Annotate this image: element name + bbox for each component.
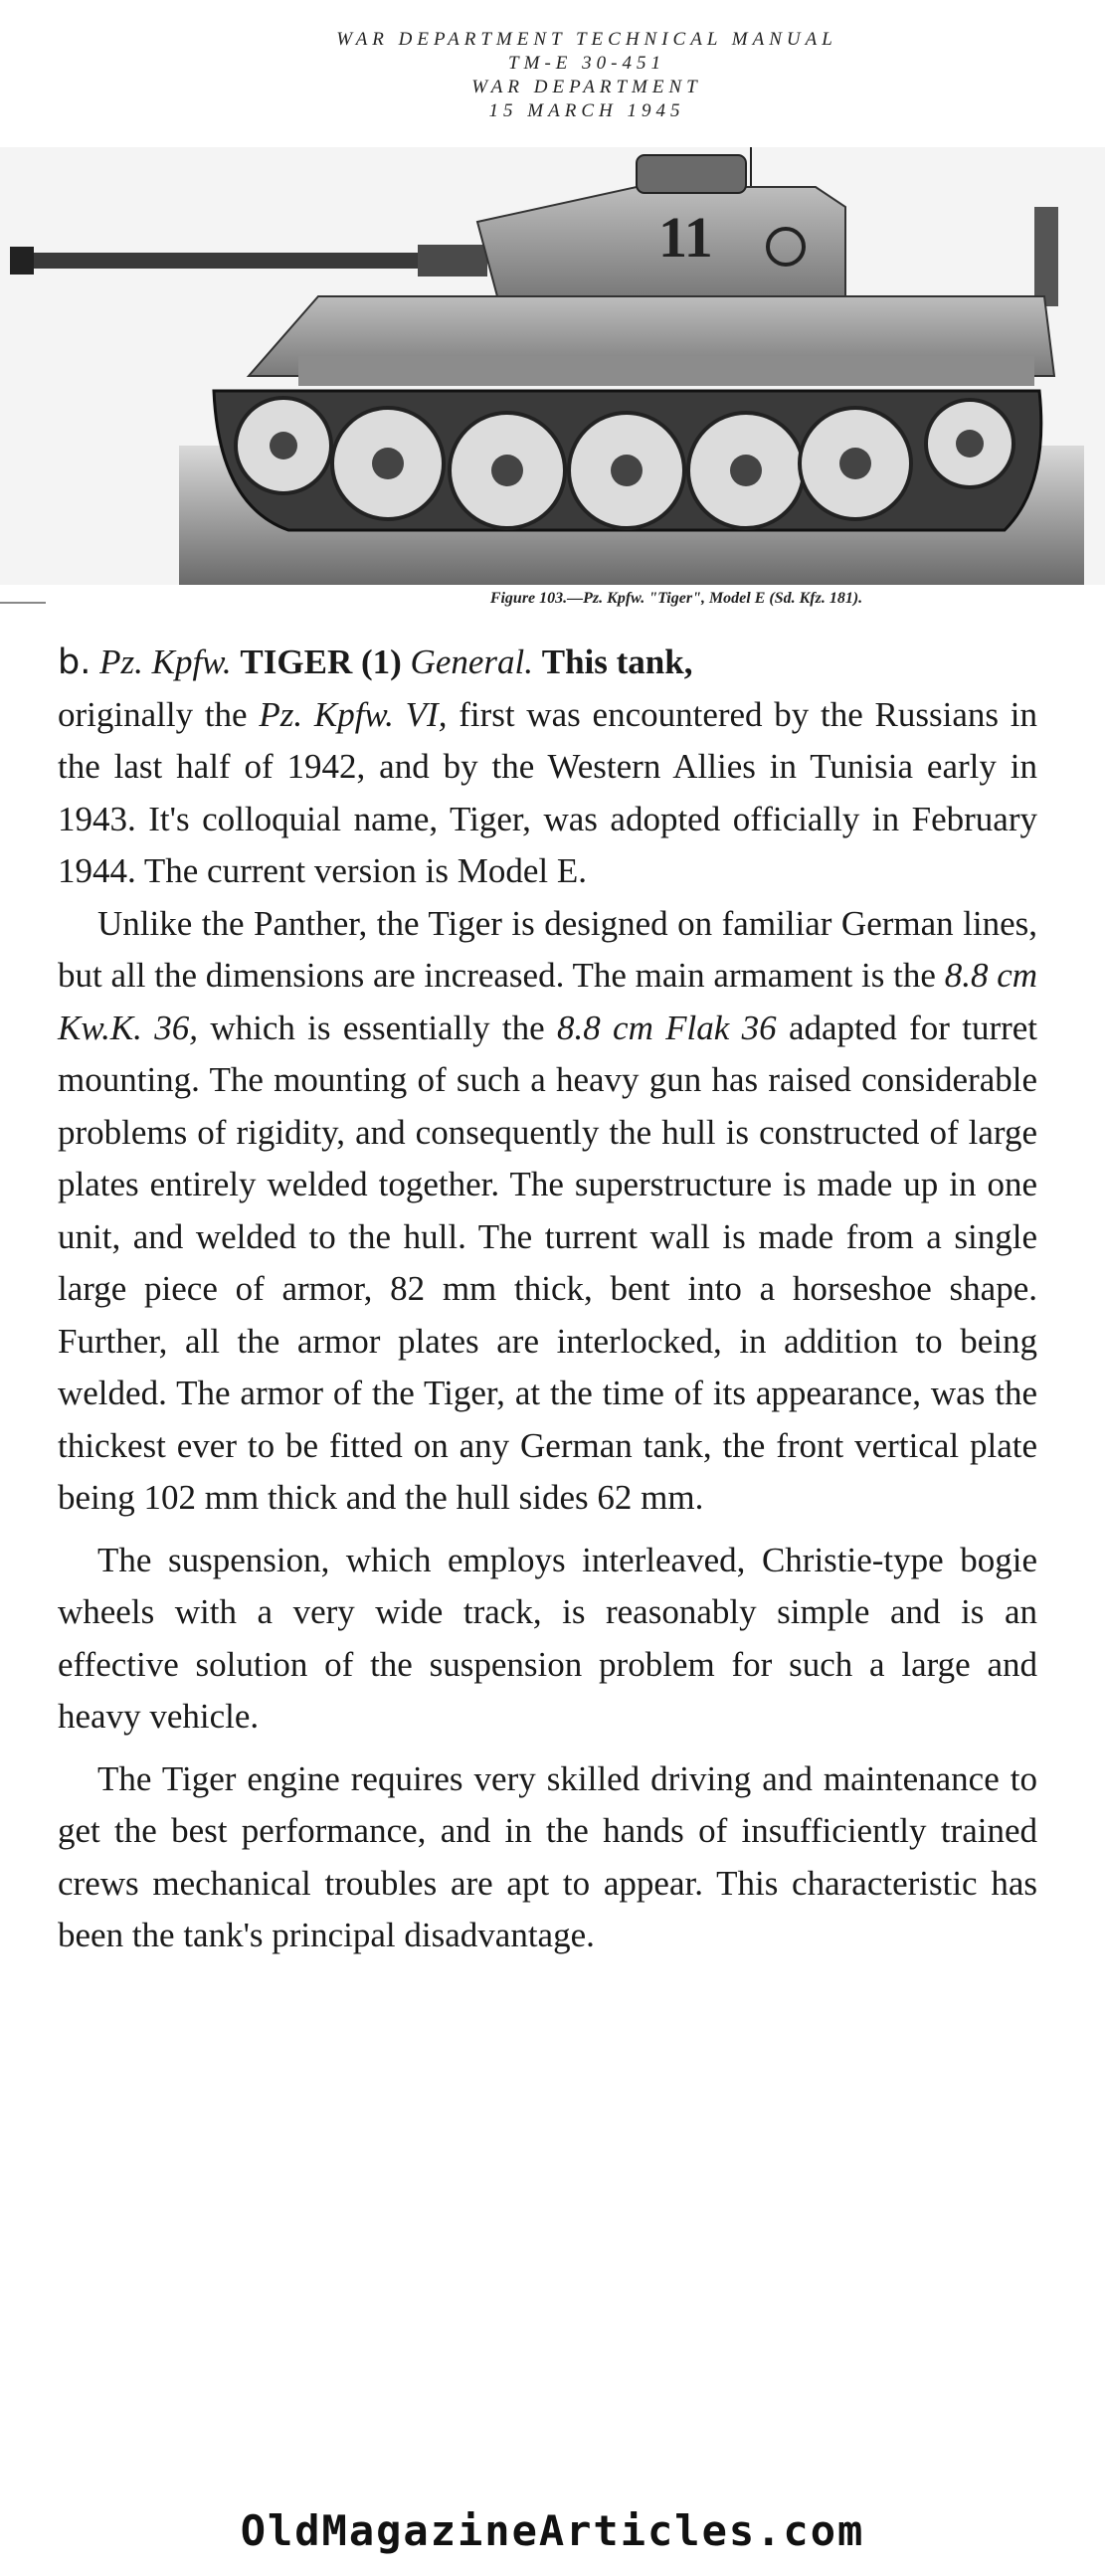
p2-text-b: which is essentially the xyxy=(198,1008,557,1047)
p2-italic-gun: 8.8 cm Kw.K. 36, xyxy=(58,956,1038,1047)
figure-caption: Figure 103.—Pz. Kpfw. "Tiger", Model E (Sd. Kfz. 181). xyxy=(489,590,863,607)
manual-header xyxy=(239,28,935,123)
p1-text-a: originally the xyxy=(58,694,260,734)
tank-photo xyxy=(0,147,1105,585)
article-body xyxy=(58,637,1037,1962)
header-line-department: WAR DEPARTMENT xyxy=(471,77,702,97)
subsection-number: (1) xyxy=(360,643,402,681)
p1-italic: Pz. Kpfw. VI, xyxy=(259,694,448,734)
header-line-tm: TM-E 30-451 xyxy=(508,53,665,74)
header-line-manual: WAR DEPARTMENT TECHNICAL MANUAL xyxy=(336,29,837,50)
paragraph-lead: This tank, xyxy=(541,643,693,681)
site-footer: OldMagazineArticles.com xyxy=(240,2506,865,2555)
header-line-date: 15 MARCH 1945 xyxy=(488,100,685,121)
paragraph-general xyxy=(58,637,1037,898)
vehicle-name-italic: Pz. Kpfw. xyxy=(99,643,232,681)
subsection-title: General. xyxy=(410,643,533,681)
p2-text-c: adapted for turret mounting. The mounting of such a heavy gun has raised considerable problems of rigidity, and consequently the hull is constructed of large plates entirely welded together. The superstructure is made up in one unit, and welded to the hull. The turrent wall is made from a single large piece of armor, 82 mm thick, bent into a horseshoe shape. Further, all the armor plates are interlocked, in addition to being welded. The armor of the Tiger, at the time of its appearance, was the thickest ever to be fitted on any German tank, the front vertical plate being 102 mm thick and the hull sides 62 mm. xyxy=(58,1008,1038,1517)
paragraph-armament xyxy=(58,898,1037,1525)
p2-text-a: Unlike the Panther, the Tiger is designed on familiar German lines, but all the dimensions are increased. The main armament is the xyxy=(58,903,1037,995)
p1-text-b: first was encountered by the Russians in the last half of 1942, and by the Western Allies in Tunisia early in 1943. It's colloquial name, Tiger, was adopted officially in February 1944. The current version is Model E. xyxy=(58,694,1037,890)
section-marker: b. xyxy=(58,643,92,682)
caption-rule xyxy=(0,602,46,604)
paragraph-engine: The Tiger engine requires very skilled driving and maintenance to get the best performance, and in the hands of insufficiently trained crews mechanical troubles are apt to appear. This characteristic has been the tank's principal disadvantage. xyxy=(58,1758,1037,1954)
paragraph-suspension: The suspension, which employs interleaved, Christie-type bogie wheels with a very wide track, is reasonably simple and is an effective solution of the suspension problem for such a large and heavy vehicle. xyxy=(58,1540,1037,1736)
p2-italic-flak: 8.8 cm Flak 36 xyxy=(556,1008,777,1047)
turret-number: 11 xyxy=(658,205,713,270)
vehicle-name: TIGER xyxy=(240,643,353,681)
